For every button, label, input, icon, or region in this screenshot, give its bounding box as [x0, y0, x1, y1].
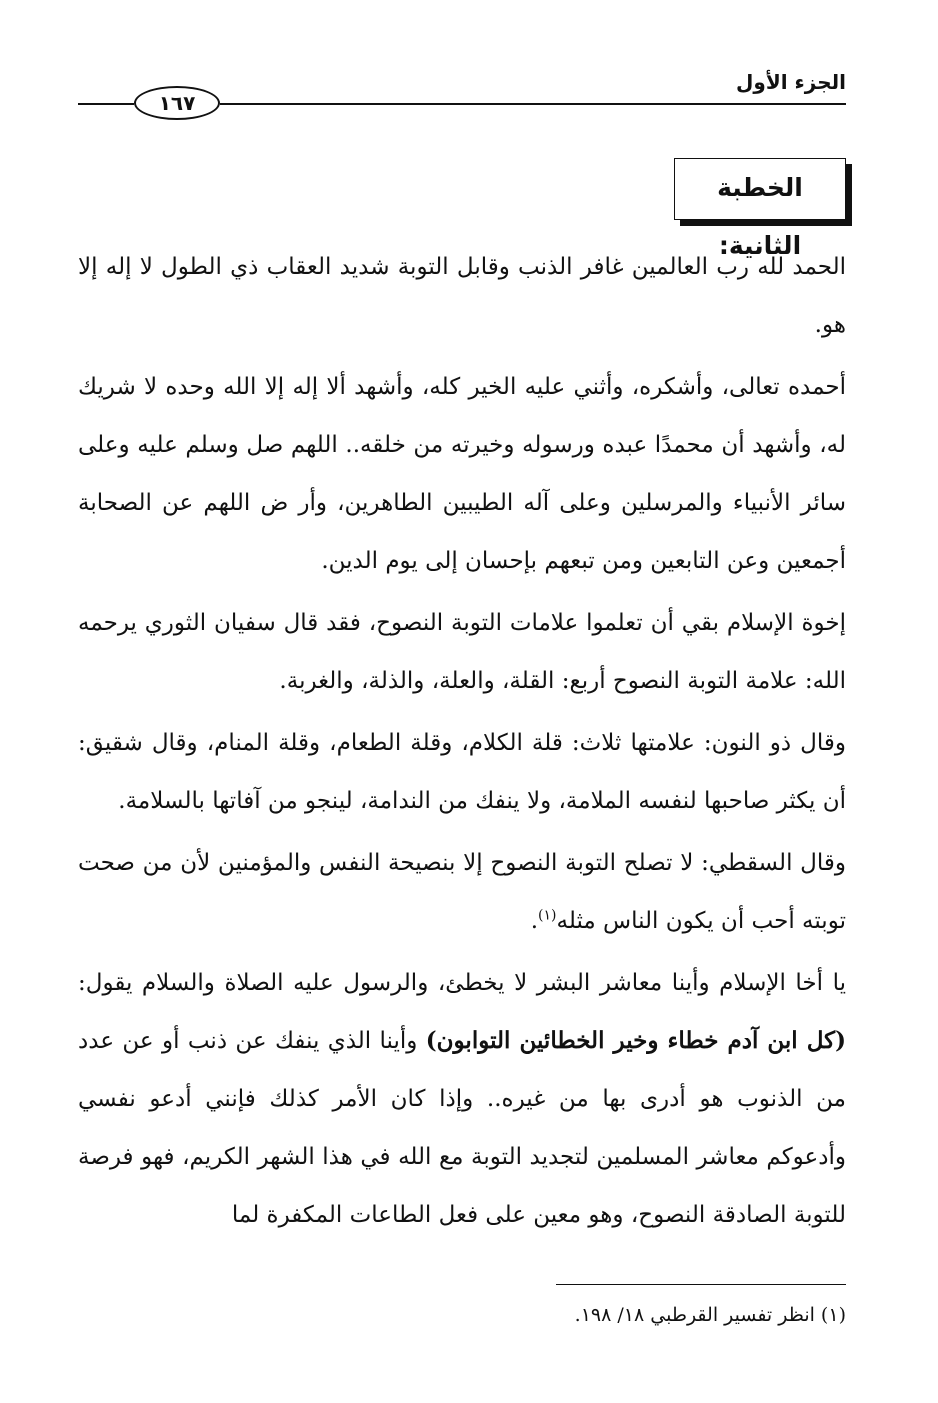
- paragraph-6-text-b: وأينا الذي ينفك عن ذنب أو عن عدد من الذنوب هو أدرى بها من غيره.. وإذا كان الأمر كذلك فإنني أدعو نفسي وأدعوكم معاشر المسلمين لتجديد التوبة مع الله في هذا الشهر الكريم، فهو فرصة للتوبة الصادقة النصوح، وهو معين على فعل الطاعات المكفرة لما: [78, 1028, 846, 1228]
- paragraph-4: وقال ذو النون: علامتها ثلاث: قلة الكلام، وقلة الطعام، وقلة المنام، وقال شقيق: أن يكثر صاحبها لنفسه الملامة، ولا ينفك من الندامة، لينجو من آفاتها بالسلامة.: [78, 730, 846, 814]
- paragraph-6: [78, 954, 846, 1244]
- header-rule: [220, 103, 846, 105]
- footnote: (١) انظر تفسير القرطبي ١٨/ ١٩٨.: [574, 1304, 846, 1326]
- paragraph-5-end: .: [530, 908, 539, 934]
- hadith-quote: (كل ابن آدم خطاء وخير الخطائين التوابون): [425, 1027, 846, 1054]
- paragraph-5: [78, 834, 846, 950]
- paragraph-5-text: وقال السقطي: لا تصلح التوبة النصوح إلا بنصيحة النفس والمؤمنين لأن من صحت توبته أحب أن يكون الناس مثله: [78, 850, 846, 934]
- paragraph-3: إخوة الإسلام بقي أن تعلموا علامات التوبة النصوح، فقد قال سفيان الثوري يرحمه الله: علامة التوبة النصوح أربع: القلة، والعلة، والذلة، والغربة.: [78, 610, 846, 694]
- paragraph-6-text-a: يا أخا الإسلام وأينا معاشر البشر لا يخطئ، والرسول عليه الصلاة والسلام يقول:: [78, 970, 846, 996]
- page-number: ١٦٧: [134, 86, 220, 120]
- header-rule-left: [78, 103, 134, 105]
- body-text: [78, 238, 846, 1244]
- footnote-rule: [556, 1284, 846, 1285]
- paragraph-2: أحمده تعالى، وأشكره، وأثني عليه الخير كله، وأشهد ألا إله إلا الله وحده لا شريك له، وأشهد أن محمدًا عبده ورسوله وخيرته من خلقه.. اللهم صل وسلم عليه وعلى سائر الأنبياء والمرسلين وعلى آله الطيبين الطاهرين، وأر ض اللهم عن الصحابة أجمعين وعن التابعين ومن تبعهم بإحسان إلى يوم الدين.: [78, 374, 846, 574]
- paragraph-1: الحمد لله رب العالمين غافر الذنب وقابل التوبة شديد العقاب ذي الطول لا إله إلا هو.: [78, 254, 846, 338]
- footnote-reference: (١): [538, 907, 557, 924]
- section-title-box: [674, 158, 846, 260]
- section-title: الخطبة الثانية:: [717, 173, 803, 260]
- running-title: الجزء الأول: [736, 70, 846, 94]
